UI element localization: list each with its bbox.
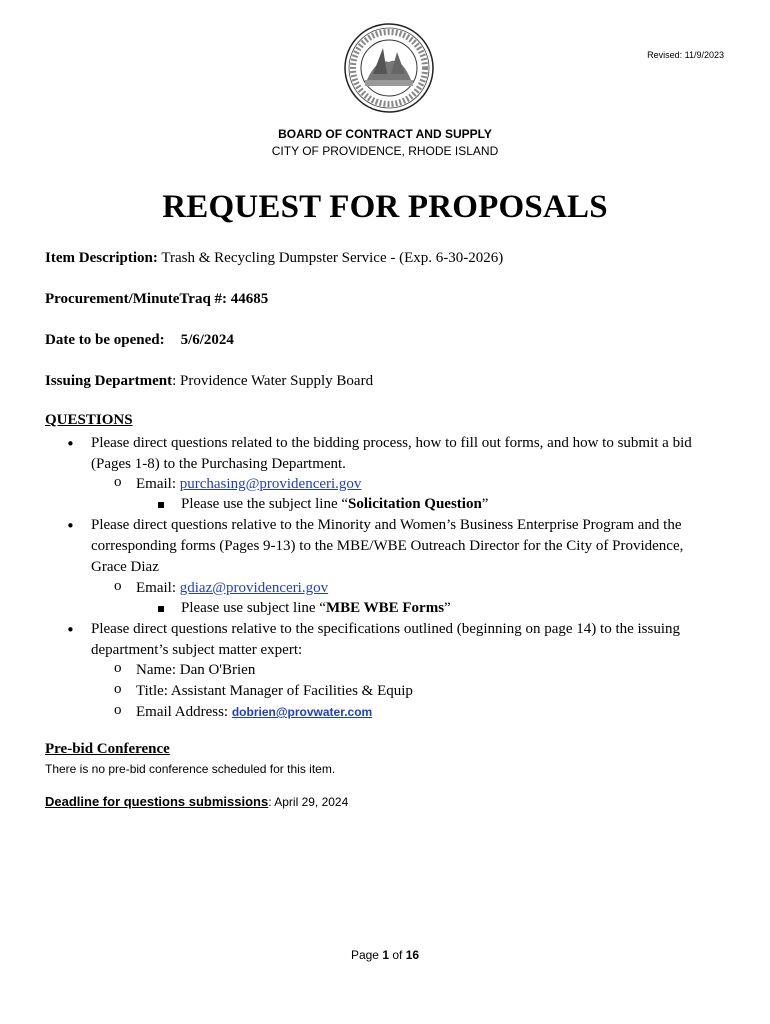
prebid-heading: Pre-bid Conference [45, 741, 170, 757]
question-bullet-2-line3: Grace Diaz [91, 559, 159, 575]
contact-email-row [136, 702, 372, 723]
issuing-department [45, 373, 373, 390]
procurement-number-label: Procurement/MinuteTraq #: 44685 [45, 291, 269, 307]
circle-bullet-icon: o [114, 578, 122, 594]
email-label: Email: [136, 580, 180, 596]
bullet-icon: • [66, 517, 75, 535]
issuing-department-label: Issuing Department [45, 373, 173, 389]
of-word: of [389, 948, 406, 962]
square-bullet-icon [158, 502, 164, 508]
subject-mbe-wbe: MBE WBE Forms [325, 600, 445, 616]
solicitation-subject-row [181, 494, 488, 515]
procurement-number [45, 291, 268, 308]
item-description-label: Item Description: [45, 250, 158, 266]
item-description [45, 250, 503, 267]
city-seal-logo [343, 18, 435, 118]
contact-name: Name: Dan O'Brien [136, 662, 256, 678]
gdiaz-email-link[interactable]: gdiaz@providenceri.gov [179, 580, 329, 596]
item-description-value: Trash & Recycling Dumpster Service - (Exp. 6-30-2026) [157, 250, 504, 266]
question-bullet-1-line1: Please direct questions related to the bidding process, how to fill out forms, and how to submit a bid [91, 435, 692, 451]
subject-solicitation: Solicitation Question [348, 496, 482, 512]
questions-heading: QUESTIONS [45, 412, 133, 428]
deadline-row [45, 794, 348, 809]
page-word: Page [350, 948, 383, 962]
date-opened-value: 5/6/2024 [180, 332, 234, 348]
bullet-icon: • [66, 435, 75, 453]
subject-prefix: Please use subject line “ [181, 600, 326, 616]
question-bullet-2-line1: Please direct questions relative to the Minority and Women’s Business Enterprise Program and the [91, 517, 682, 533]
question-bullet-1-line2: (Pages 1-8) to the Purchasing Department. [91, 456, 346, 472]
circle-bullet-icon: o [114, 681, 122, 697]
subject-prefix: Please use the subject line “ [181, 496, 349, 512]
revised-date: Revised: 11/9/2023 [647, 50, 724, 60]
email-label: Email: [136, 476, 180, 492]
contact-title: Title: Assistant Manager of Facilities & Equip [136, 683, 413, 699]
question-bullet-3-line1: Please direct questions relative to the specifications outlined (beginning on page 14) to the issuing [91, 621, 681, 637]
page-title: REQUEST FOR PROPOSALS [162, 189, 608, 225]
circle-bullet-icon: o [114, 474, 122, 490]
subject-suffix: ” [444, 600, 451, 616]
deadline-label: Deadline for questions submissions [45, 794, 269, 809]
page-number [0, 948, 770, 962]
purchasing-email-row [136, 474, 361, 495]
date-opened-label: Date to be opened: [45, 332, 165, 348]
square-bullet-icon [158, 606, 164, 612]
dobrien-email-link[interactable]: dobrien@provwater.com [231, 705, 373, 719]
question-bullet-3-line2: department’s subject matter expert: [91, 642, 303, 658]
circle-bullet-icon: o [114, 702, 122, 718]
deadline-value: : April 29, 2024 [268, 795, 349, 809]
purchasing-email-link[interactable]: purchasing@providenceri.gov [179, 476, 362, 492]
subject-suffix: ” [481, 496, 489, 512]
date-opened [45, 332, 234, 349]
question-bullet-2-line2: corresponding forms (Pages 9-13) to the MBE/WBE Outreach Director for the City of Providence, [91, 538, 684, 554]
prebid-text: There is no pre-bid conference scheduled for this item. [45, 762, 336, 776]
org-name: BOARD OF CONTRACT AND SUPPLY [278, 127, 492, 141]
email-address-label: Email Address: [136, 704, 232, 720]
mbe-email-row [136, 578, 328, 599]
circle-bullet-icon: o [114, 660, 122, 676]
page-total: 16 [405, 948, 420, 962]
bullet-icon: • [66, 621, 75, 639]
org-location: CITY OF PROVIDENCE, RHODE ISLAND [271, 144, 499, 158]
mbe-subject-row [181, 598, 451, 619]
page-current: 1 [382, 948, 389, 962]
issuing-department-value: : Providence Water Supply Board [172, 373, 374, 389]
